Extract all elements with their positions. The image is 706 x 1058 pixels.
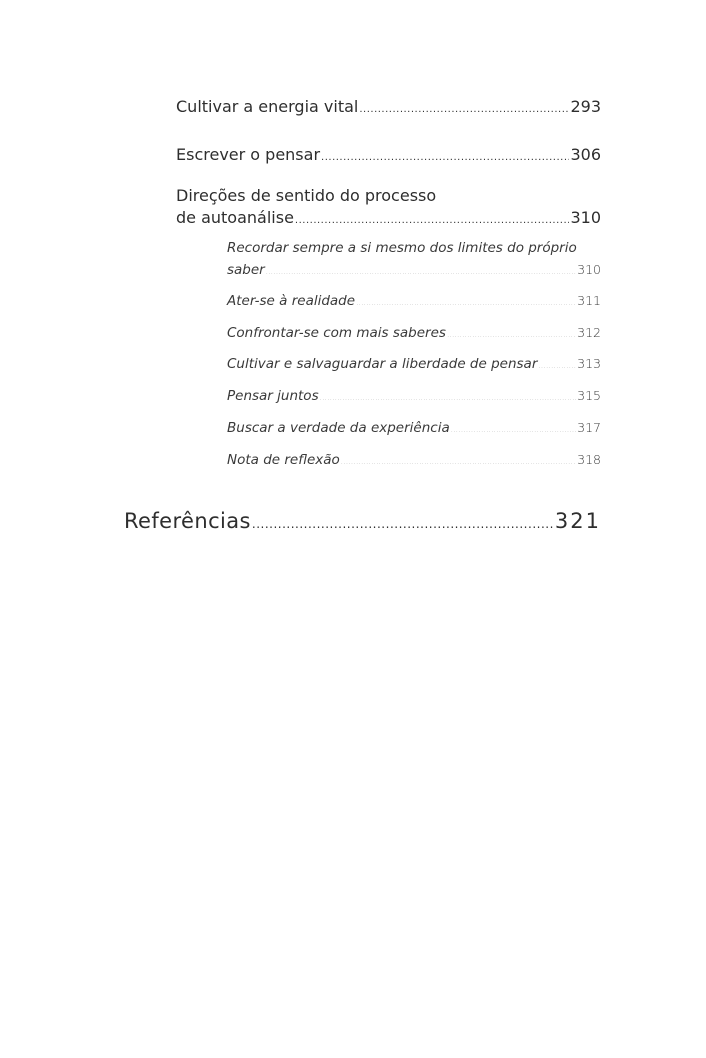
toc-subentry-buscar-verdade[interactable] — [227, 420, 601, 436]
toc-page-number: 310 — [570, 208, 601, 227]
toc-page-number: 310 — [577, 262, 601, 277]
toc-page-number: 315 — [577, 388, 601, 403]
dot-leader — [295, 215, 570, 226]
toc-entry-label: Pensar juntos — [227, 388, 319, 404]
toc-page-number: 313 — [577, 356, 601, 371]
dot-leader — [447, 331, 576, 339]
toc-entry-direcoes[interactable] — [176, 208, 601, 227]
toc-subentry-recordar[interactable] — [227, 262, 601, 278]
toc-subentry-recordar-line1: Recordar sempre a si mesmo dos limites do próprio — [227, 240, 577, 256]
toc-entry-label: Confrontar-se com mais saberes — [227, 325, 446, 341]
toc-chapter-referencias[interactable] — [124, 509, 601, 533]
toc-entry-label: Cultivar e salvaguardar a liberdade de pensar — [227, 356, 538, 372]
toc-entry-label: Buscar a verdade da experiência — [227, 420, 450, 436]
toc-subentry-cultivar-liberdade[interactable] — [227, 356, 601, 372]
dot-leader — [266, 268, 576, 276]
toc-entry-escrever-pensar[interactable] — [176, 145, 601, 164]
toc-entry-label: de autoanálise — [176, 208, 294, 227]
dot-leader — [451, 426, 576, 434]
dot-leader — [252, 517, 554, 531]
dot-leader — [359, 104, 569, 115]
toc-page-number: 312 — [577, 325, 601, 340]
toc-entry-label: saber — [227, 262, 265, 278]
toc-subentry-pensar-juntos[interactable] — [227, 388, 601, 404]
toc-page-number: 293 — [570, 97, 601, 116]
toc-page-number: 321 — [554, 509, 601, 533]
toc-subentry-confrontar[interactable] — [227, 325, 601, 341]
toc-entry-label: Escrever o pensar — [176, 145, 321, 164]
dot-leader — [320, 394, 577, 402]
toc-subentry-nota-reflexao[interactable] — [227, 452, 601, 468]
toc-entry-label: Nota de reflexão — [227, 452, 340, 468]
dot-leader — [538, 362, 576, 370]
toc-entry-label: Cultivar a energia vital — [176, 97, 359, 116]
toc-entry-direcoes-line1: Direções de sentido do processo — [176, 186, 437, 205]
dot-leader — [341, 458, 576, 466]
toc-entry-cultivar-energia[interactable] — [176, 97, 601, 116]
toc-page-number: 318 — [577, 452, 601, 467]
toc-page-number: 306 — [570, 145, 601, 164]
dot-leader — [321, 152, 569, 163]
dot-leader — [356, 299, 576, 307]
toc-entry-label: Ater-se à realidade — [227, 293, 356, 309]
toc-entry-label: Referências — [124, 509, 251, 533]
toc-page-number: 317 — [577, 420, 601, 435]
toc-page-number: 311 — [577, 293, 601, 308]
toc-subentry-ater-se[interactable] — [227, 293, 601, 309]
